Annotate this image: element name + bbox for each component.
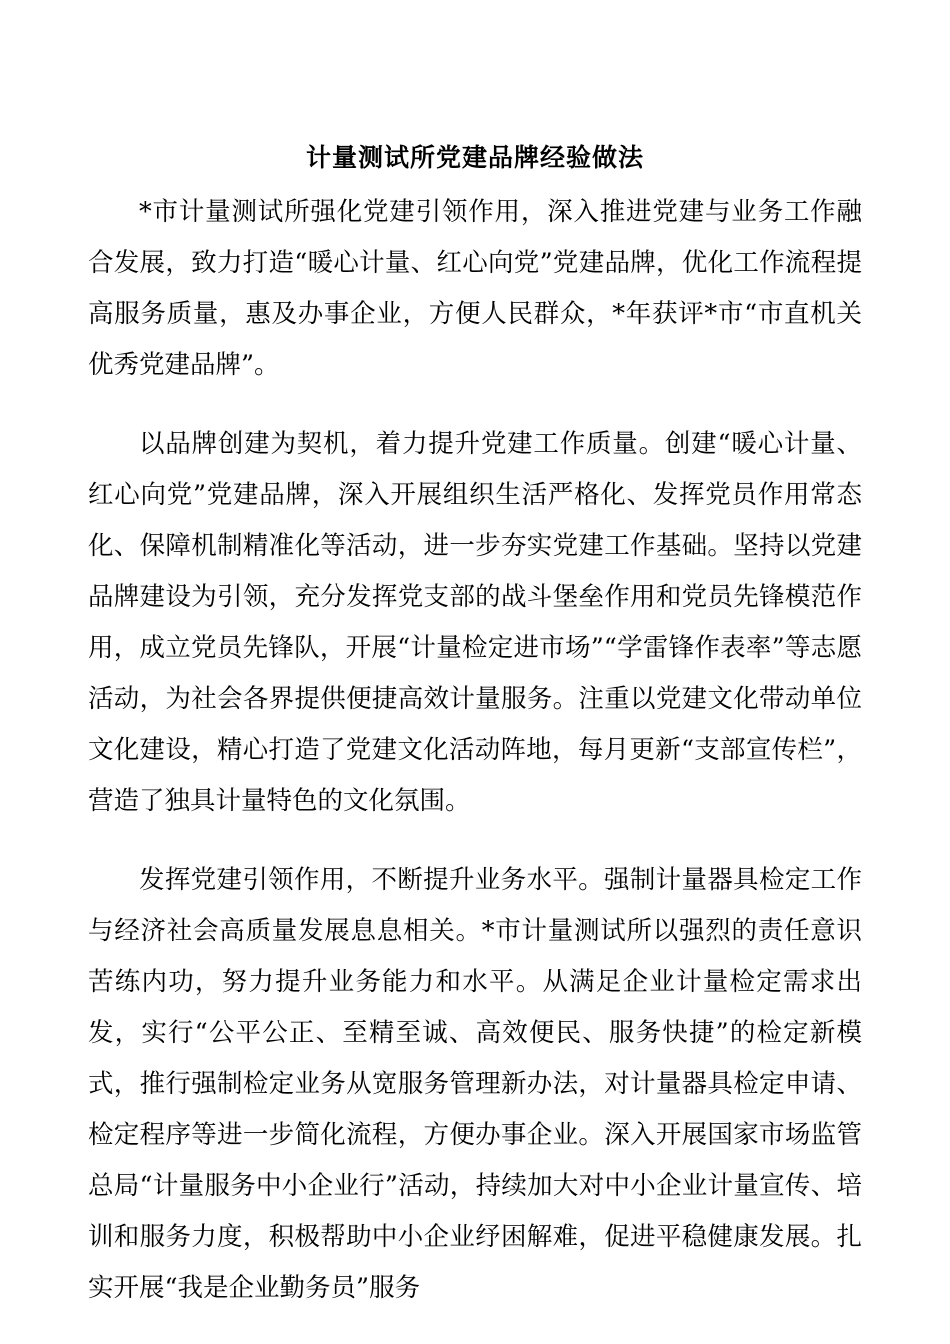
paragraph-intro: *市计量测试所强化党建引领作用，深入推进党建与业务工作融合发展，致力打造“暖心计量、红心向党”党建品牌，优化工作流程提高服务质量，惠及办事企业，方便人民群众，*年获评*市“市直机关优秀党建品牌”。 — [88, 197, 862, 380]
document-title: 计量测试所党建品牌经验做法 — [305, 143, 644, 172]
document-body — [88, 187, 862, 1342]
paragraph-brand-creation: 以品牌创建为契机，着力提升党建工作质量。创建“暖心计量、红心向党”党建品牌，深入开展组织生活严格化、发挥党员作用常态化、保障机制精准化等活动，进一步夯实党建工作基础。坚持以党建品牌建设为引领，充分发挥党支部的战斗堡垒作用和党员先锋模范作用，成立党员先锋队，开展“计量检定进市场”“学雷锋作表率”等志愿活动，为社会各界提供便捷高效计量服务。注重以党建文化带动单位文化建设，精心打造了党建文化活动阵地，每月更新“支部宣传栏”，营造了独具计量特色的文化氛围。 — [88, 429, 862, 816]
paragraph-business-level: 发挥党建引领作用，不断提升业务水平。强制计量器具检定工作与经济社会高质量发展息息相关。*市计量测试所以强烈的责任意识苦练内功，努力提升业务能力和水平。从满足企业计量检定需求出发，实行“公平公正、至精至诚、高效便民、服务快捷”的检定新模式，推行强制检定业务从宽服务管理新办法，对计量器具检定申请、检定程序等进一步简化流程，方便办事企业。深入开展国家市场监管总局“计量服务中小企业行”活动，持续加大对中小企业计量宣传、培训和服务力度，积极帮助中小企业纾困解难，促进平稳健康发展。扎实开展“我是企业勤务员”服务 — [88, 865, 862, 1303]
